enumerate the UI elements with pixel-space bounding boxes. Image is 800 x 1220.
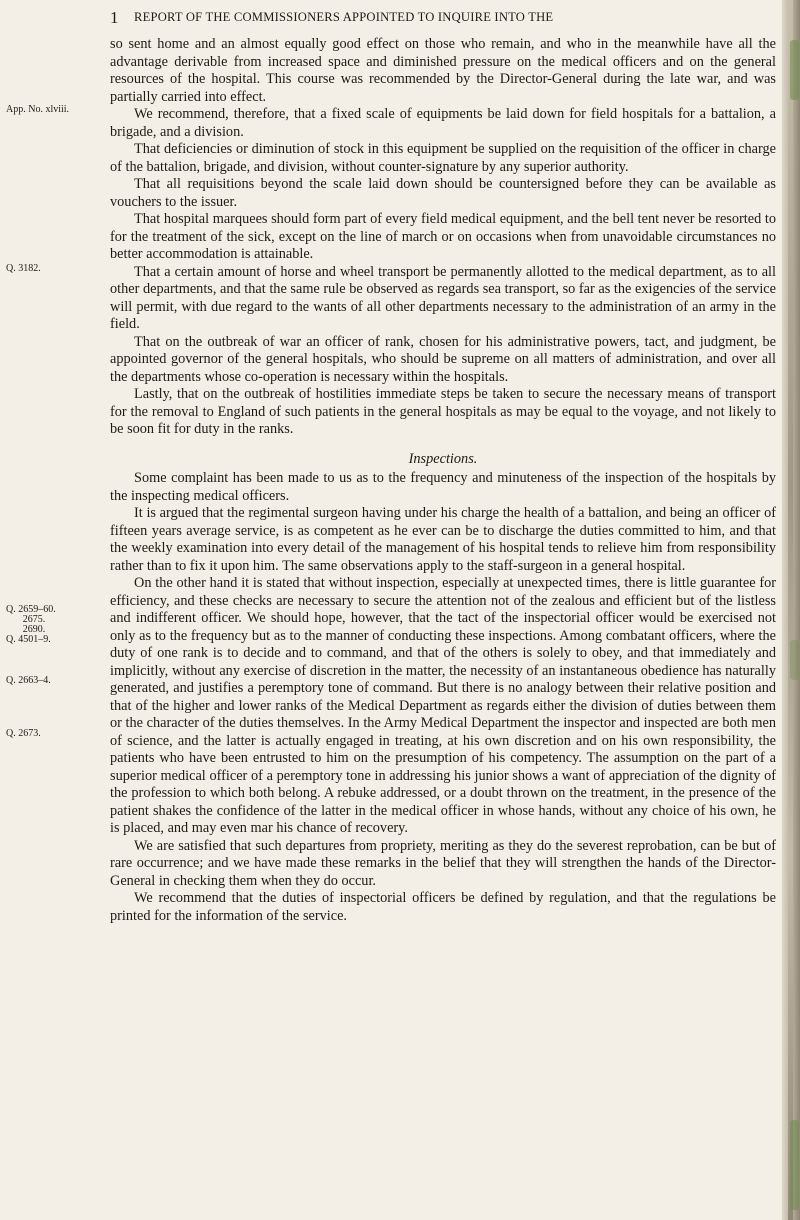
paragraph: On the other hand it is stated that without inspection, especially at unexpected times, there is little guarantee for efficiency, and these checks are necessary to secure the attention not of the zealous and efficient but of the listless and indifferent officer. We should hope, however, that the tact of the inspectorial officer would be exercised not only as to the frequency but as to the manner of conducting these inspections. Among combatant officers, where the duty of one rank is to decide and to command, and that of the others is solely to obey, and that immediately and implicitly, without any exercise of discretion in the matter, the necessity of an instantaneous obedience has naturally generated, and justifies a peremptory tone of command. But there is no analogy between their relative position and that of the higher and lower ranks of the Medical Department as regards either the division of duties between them or the character of the duties themselves. In the Army Medical Department the inspector and inspected are both men of science, and the latter is actually engaged in treating, at his own discretion and on his own responsibility, the patients who have been entrusted to him on the presumption of his competency. The assumption on the part of a superior medical officer of a peremptory tone in addressing his junior shows a want of appreciation of the dignity of the profession to which both belong. A rebuke addressed, or a doubt thrown on the treatment, in the presence of the patient shakes the confidence of the latter in the medical officer in whose hands, without any choice of his own, he is placed, and may even mar his chance of recovery. (110, 575, 776, 836)
margin-note: 2675. (22, 614, 46, 625)
paragraph: That on the outbreak of war an officer of rank, chosen for his administrative powers, tact, and judgment, be appointed governor of the general hospitals, who should be supreme on all matters of administration, and over all the departments whose co-operation is necessary within the hospitals. (110, 333, 776, 385)
paragraph: Some complaint has been made to us as to the frequency and minuteness of the inspection of the hospitals by the inspecting medical officers. (110, 470, 776, 504)
margin-note: Q. 4501–9. (6, 634, 51, 645)
margin-note: Q. 2659–60. (6, 604, 56, 615)
running-header (110, 8, 780, 30)
margin-note: Q. 2673. (6, 728, 41, 739)
paragraph: That deficiencies or diminution of stock in this equipment be supplied on the requisition of the officer in charge of the battalion, brigade, and division, without counter-signature by any superior authority. (110, 141, 776, 175)
binding-stain (790, 640, 799, 680)
running-head-title: REPORT OF THE COMMISSIONERS APPOINTED TO INQUIRE INTO THE (134, 10, 554, 24)
section-heading: Inspections. (408, 450, 478, 467)
paragraph: That a certain amount of horse and wheel transport be permanently allotted to the medical department, as to all other departments, and that the same rule be observed as regards sea transport, so far as the exigencies of the service will permit, with due regard to the wants of all other departments necessary to the administration of an army in the field. (110, 263, 776, 332)
margin-note: Q. 2663–4. (6, 675, 51, 686)
paragraph: We recommend, therefore, that a fixed scale of equipments be laid down for field hospitals for a battalion, a brigade, and a division. (110, 106, 776, 140)
page-binding-edge (782, 0, 800, 1220)
binding-stripe (788, 0, 793, 1220)
binding-stain (790, 1120, 799, 1210)
paragraph: Lastly, that on the outbreak of hostilities immediate steps be taken to secure the necessary means of transport for the removal to England of such patients in the general hospitals as may be equal to the voyage, and not likely to be soon fit for duty in the ranks. (110, 386, 776, 437)
paragraph: That all requisitions beyond the scale laid down should be countersigned before they can be available as vouchers to the issuer. (110, 176, 776, 210)
margin-note: Q. 3182. (6, 263, 41, 274)
margin-note: 2690. (22, 624, 46, 635)
paragraph: We recommend that the duties of inspectorial officers be defined by regulation, and that the regulations be printed for the information of the service. (110, 890, 776, 924)
binding-stain (790, 40, 799, 100)
paragraph: so sent home and an almost equally good effect on those who remain, and who in the meanwhile have all the advantage derivable from increased space and diminished pressure on the medical officers and on the general resources of the hospital. This course was recommended by the Director-General during the late war, and was partially carried into effect. (110, 36, 776, 105)
paragraph: We are satisfied that such departures from propriety, meriting as they do the severest reprobation, can be but of rare occurrence; and we have made these remarks in the belief that they will strengthen the hands of the Director-General in checking them when they do occur. (110, 837, 776, 889)
page-number: 1 (110, 8, 119, 27)
paragraph: That hospital marquees should form part of every field medical equipment, and the bell tent never be resorted to for the treatment of the sick, except on the line of march or on occasions when from unavoidable circumstances no better accommodation is attainable. (110, 211, 776, 262)
margin-notes (0, 0, 100, 1220)
body-text (110, 36, 776, 925)
paragraph: It is argued that the regimental surgeon having under his charge the health of a battalion, and being an officer of fifteen years average service, is as competent as he ever can be to discharge the duties committed to him, and that the weekly examination into every detail of the management of his hospital tends to relieve him from responsibility rather than to fix it upon him. The same observations apply to the staff-surgeon in a general hospital. (110, 505, 776, 574)
margin-note: App. No. xlviii. (6, 104, 70, 115)
